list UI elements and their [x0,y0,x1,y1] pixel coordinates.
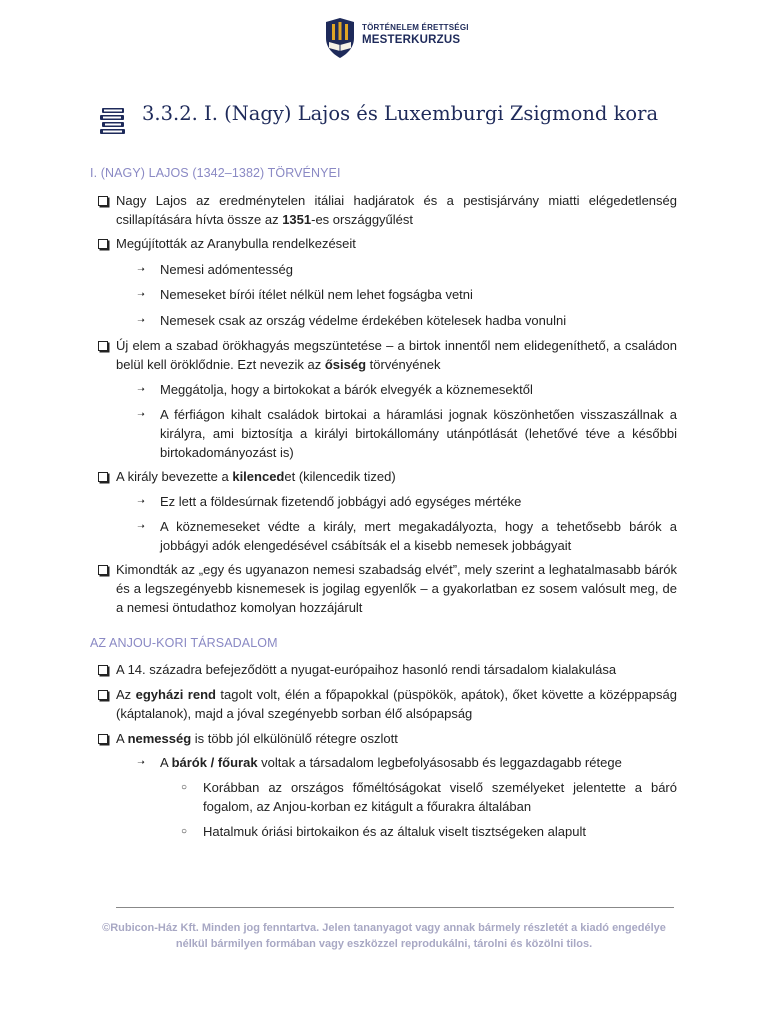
header-logo [0,10,768,62]
arrow-bullet-icon: ➝ [137,521,145,531]
arrow-bullet-icon: ➝ [137,496,145,506]
arrow-bullet-icon: ➝ [137,315,145,325]
footer-divider [116,907,674,908]
list-item: ○ Korábban az országos főméltóságokat viselő személyeket jelentette a báró fogalom, az Anjou-korban ez kitágult a főurakra általában [203,778,677,816]
list-item: ➝ A férfiágon kihalt családok birtokai a háramlási jognak köszönhetően visszaszállnak a királyra, ami biztosítja a királyi birtokállomány utánpótlását (lehetővé téve a későbbi birtokadományozást is) [160,405,677,462]
checkbox-bullet-icon [96,660,110,680]
arrow-bullet-icon: ➝ [137,264,145,274]
checkbox-bullet-icon [96,560,110,580]
checkbox-bullet-icon [96,467,110,487]
section-title: I. (NAGY) LAJOS (1342–1382) TÖRVÉNYEI [90,166,341,180]
arrow-bullet-icon: ➝ [137,409,145,419]
arrow-bullet-icon: ➝ [137,289,145,299]
list-item: A király bevezette a kilencedet (kilencedik tized) [116,467,677,486]
list-item: ➝ Ez lett a földesúrnak fizetendő jobbágyi adó egységes mértéke [160,492,677,511]
checkbox-bullet-icon [96,191,110,211]
list-item: Nagy Lajos az eredménytelen itáliai hadjáratok és a pestisjárvány miatti elégedetlenség csillapítására hívta össze az 1351-es országgyűlést [116,191,677,229]
list-item: ➝ Nemeseket bírói ítélet nélkül nem lehet fogságba vetni [160,285,677,304]
copyright-notice: ©Rubicon-Ház Kft. Minden jog fenntartva. Jelen tananyagot vagy annak bármely részletét a kiadó engedélye nélkül bármilyen formában vagy eszközzel reprodukálni, tárolni és közölni tilos. [102,922,666,950]
circle-bullet-icon: ○ [180,826,188,837]
list-item: A 14. századra befejeződött a nyugat-európaihoz hasonló rendi társadalom kialakulása [116,660,677,679]
list-item: Megújították az Aranybulla rendelkezéseit [116,234,677,253]
page-title: 3.3.2. I. (Nagy) Lajos és Luxemburgi Zsigmond kora [142,102,659,125]
list-item: ➝ Meggátolja, hogy a birtokokat a bárók elvegyék a köznemesektől [160,380,677,399]
list-item: ➝ Nemesi adómentesség [160,260,677,279]
list-item: ➝ A köznemeseket védte a király, mert megakadályozta, hogy a tehetősebb bárók a jobbágyi adók elengedésével csábítsák el a kisebb nemesek jobbágyait [160,517,677,555]
list-item: ○ Hatalmuk óriási birtokaikon és az általuk viselt tisztségeken alapult [203,822,677,841]
list-item: Az egyházi rend tagolt volt, élén a főpapokkal (püspökök, apátok), őket követte a középpapság (káptalanok), majd a jóval szegényebb sorban élő alsópapság [116,685,677,723]
list-item: A nemesség is több jól elkülönülő rétegre oszlott [116,729,677,748]
checkbox-bullet-icon [96,685,110,705]
arrow-bullet-icon: ➝ [137,384,145,394]
circle-bullet-icon: ○ [180,782,188,793]
list-item: Új elem a szabad örökhagyás megszüntetése – a birtok innentől nem elidegeníthető, a családon belül kell öröklődnie. Ezt nevezik az ősiség törvényének [116,336,677,374]
list-item: ➝ A bárók / főurak voltak a társadalom legbefolyásosabb és leggazdagabb rétege [160,753,677,772]
section-title: AZ ANJOU-KORI TÁRSADALOM [90,636,278,650]
list-item: Kimondták az „egy és ugyanazon nemesi szabadság elvét”, mely szerint a leghatalmasabb bárók és a legszegényebb kisnemesek is jogilag egyenlők – a gyakorlatban ez sosem valósult meg, de a nemesi öntudathoz komolyan hozzájárult [116,560,677,617]
checkbox-bullet-icon [96,729,110,749]
shield-book-icon [322,16,358,60]
books-stack-icon [100,106,126,134]
list-item: ➝ Nemesek csak az ország védelme érdekében kötelesek hadba vonulni [160,311,677,330]
logo-title: MESTERKURZUS [362,34,461,46]
logo-subtitle: TÖRTÉNELEM ÉRETTSÉGI [362,23,469,32]
arrow-bullet-icon: ➝ [137,757,145,767]
checkbox-bullet-icon [96,234,110,254]
checkbox-bullet-icon [96,336,110,356]
